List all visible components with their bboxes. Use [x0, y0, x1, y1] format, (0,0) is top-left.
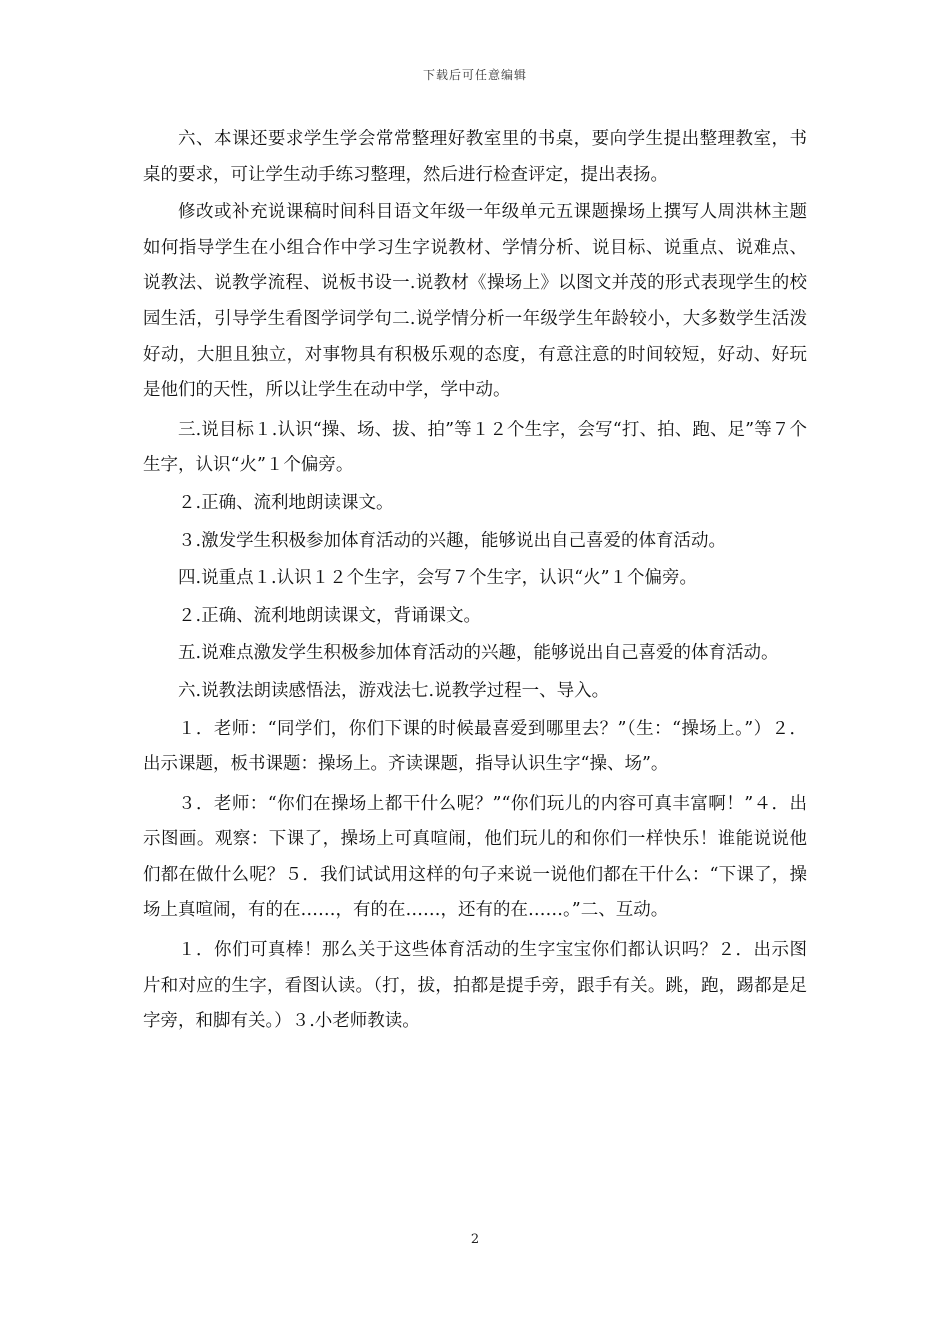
- paragraph-key-points: 四.说重点１.认识１２个生字，会写７个生字，认识“火”１个偏旁。: [178, 568, 698, 589]
- page-header-note: 下载后可任意编辑: [422, 68, 527, 82]
- paragraph-methods: 六.说教法朗读感悟法，游戏法七.说教学过程一、导入。: [178, 680, 610, 701]
- paragraph-key-point-2: ２.正确、流利地朗读课文，背诵课文。: [178, 605, 482, 626]
- paragraph-intro-step-1: １．老师：“同学们，你们下课的时候最喜爱到哪里去？”（生：“操场上。”）２．出示课题，板书课题：操场上。齐读课题，指导认识生字“操、场”。: [143, 718, 807, 775]
- paragraph-objective-2: ２.正确、流利地朗读课文。: [178, 492, 394, 513]
- paragraph-lesson-overview: 修改或补充说课稿时间科目语文年级一年级单元五课题操场上撰写人周洪林主题如何指导学生在小组合作中学习生字说教材、学情分析、说目标、说重点、说难点、说教法、说教学流程、说板书设一.说教材《操场上》以图文并茂的形式表现学生的校园生活，引导学生看图学词学句二.说学情分析一年级学生年龄较小，大多数学生活泼好动，大胆且独立，对事物具有积极乐观的态度，有意注意的时间较短，好动、好玩是他们的天性，所以让学生在动中学，学中动。: [143, 202, 807, 401]
- paragraph-tidy-desk: 六、本课还要求学生学会常常整理好教室里的书桌，要向学生提出整理教室，书桌的要求，可让学生动手练习整理，然后进行检查评定，提出表扬。: [143, 129, 807, 185]
- document-body: [143, 122, 807, 1042]
- paragraph-intro-step-3: ３．老师：“你们在操场上都干什么呢？”“你们玩儿的内容可真丰富啊！”４．出示图画。观察：下课了，操场上可真喧闹，他们玩儿的和你们一样快乐！谁能说说他们都在做什么呢？５．我们试试用这样的句子来说一说他们都在干什么：“下课了，操场上真喧闹，有的在……，有的在……，还有的在……。”二、互动。: [143, 793, 807, 921]
- paragraph-difficulties: 五.说难点激发学生积极参加体育活动的兴趣，能够说出自己喜爱的体育活动。: [178, 643, 779, 664]
- paragraph-interaction-step-1: １．你们可真棒！那么关于这些体育活动的生字宝宝你们都认识吗？２．出示图片和对应的生字，看图认读。（打，拔，拍都是提手旁，跟手有关。跳，跑，踢都是足字旁，和脚有关。）３.小老师教读。: [143, 940, 807, 1032]
- paragraph-objectives: 三.说目标１.认识“操、场、拔、拍”等１２个生字，会写“打、拍、跑、足”等７个生字，认识“火”１个偏旁。: [143, 419, 807, 476]
- paragraph-objective-3: ３.激发学生积极参加体育活动的兴趣，能够说出自己喜爱的体育活动。: [178, 530, 727, 551]
- page-number: 2: [470, 1232, 480, 1247]
